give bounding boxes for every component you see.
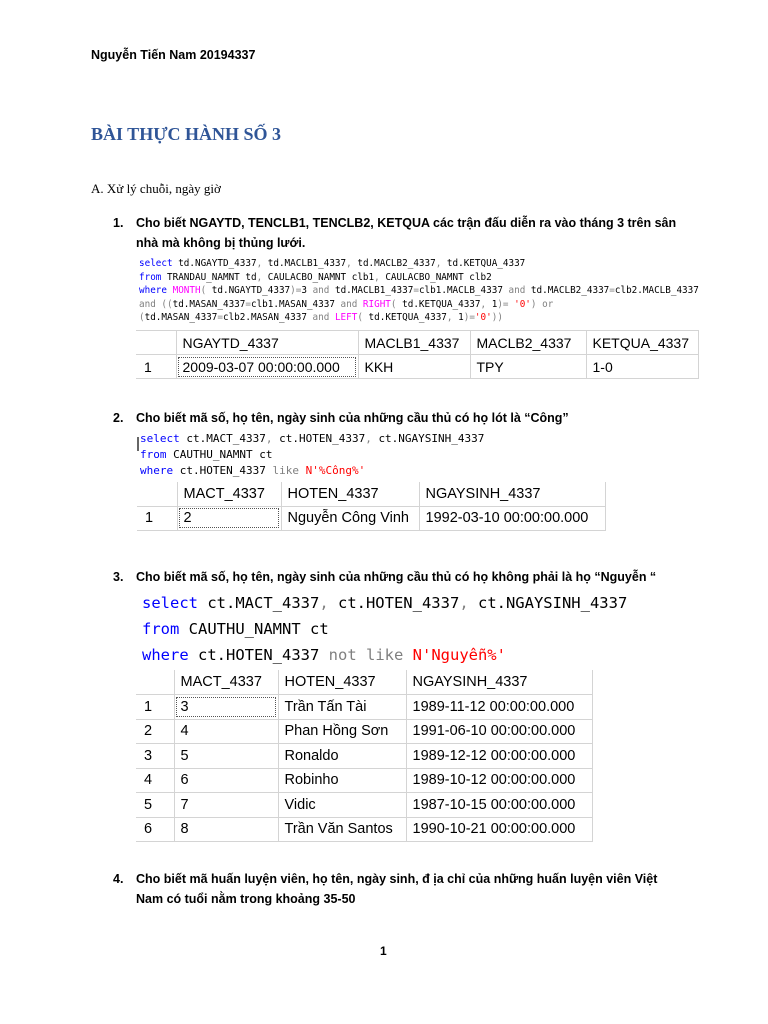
code-token: , bbox=[435, 258, 447, 269]
grid-row bbox=[136, 719, 592, 744]
grid-cell[interactable]: Nguyễn Công Vinh bbox=[281, 506, 419, 530]
result-grid-3 bbox=[136, 670, 593, 842]
code-token: where bbox=[142, 646, 198, 664]
code-token: and bbox=[340, 298, 363, 310]
grid-cell[interactable]: KKH bbox=[358, 355, 470, 379]
code-token: clb1.MACLB_4337 bbox=[418, 285, 509, 297]
question-1-number: 1. bbox=[113, 216, 124, 230]
question-1-line1: Cho biết NGAYTD, TENCLB1, TENCLB2, KETQUA các trận đấu diễn ra vào tháng 3 trên sân bbox=[136, 216, 677, 230]
code-token: and bbox=[312, 285, 335, 297]
code-token: N'%Công%' bbox=[305, 464, 366, 477]
code-token: ( bbox=[200, 285, 212, 297]
question-4-line2: Nam có tuổi nằm trong khoảng 35-50 bbox=[136, 892, 356, 906]
code-token: CAUTHU_NAMNT ct bbox=[173, 448, 273, 461]
code-token: 1 bbox=[491, 298, 498, 310]
code-token: , bbox=[319, 594, 338, 612]
code-token: , bbox=[480, 298, 492, 310]
page-number: 1 bbox=[380, 944, 387, 958]
question-4-number: 4. bbox=[113, 872, 124, 886]
code-token: ct.HOTEN_4337 bbox=[179, 464, 273, 477]
grid-row-number[interactable]: 5 bbox=[136, 793, 174, 818]
question-3-number: 3. bbox=[113, 570, 124, 584]
grid-cell[interactable]: 1991-06-10 00:00:00.000 bbox=[406, 719, 592, 744]
grid-row-number[interactable]: 2 bbox=[136, 719, 174, 744]
section-heading: A. Xử lý chuỗi, ngày giờ bbox=[91, 181, 221, 196]
grid-cell[interactable]: 1992-03-10 00:00:00.000 bbox=[419, 506, 605, 530]
code-token: td.MACLB2_4337 bbox=[530, 285, 610, 297]
code-token: N'Nguyễn%' bbox=[412, 646, 506, 664]
code-token: CAULACBO_NAMNT clb2 bbox=[385, 271, 492, 283]
code-token: select bbox=[142, 594, 208, 612]
code-token: td.MASAN_4337 bbox=[144, 312, 218, 324]
code-token: td.MACLB1_4337 bbox=[334, 285, 414, 297]
code-token: ct.HOTEN_4337 bbox=[337, 594, 460, 612]
code-token: = bbox=[217, 312, 223, 324]
grid-cell[interactable]: 1990-10-21 00:00:00.000 bbox=[406, 817, 592, 842]
code-token: td.KETQUA_4337 bbox=[368, 312, 447, 324]
code-token: ( bbox=[139, 312, 145, 324]
code-token: MONTH bbox=[172, 285, 201, 297]
code-token: , bbox=[265, 432, 280, 445]
code-line bbox=[140, 463, 484, 479]
grid-cell[interactable]: 2009-03-07 00:00:00.000 bbox=[176, 355, 358, 379]
code-token: ( bbox=[357, 312, 369, 324]
code-token: td.NGAYTD_4337 bbox=[178, 258, 257, 269]
grid-cell[interactable]: Phan Hồng Sơn bbox=[278, 719, 406, 744]
grid-header-cell[interactable]: KETQUA_4337 bbox=[586, 331, 698, 355]
grid-header-cell[interactable]: MACT_4337 bbox=[174, 670, 278, 695]
author-header: Nguyễn Tiến Nam 20194337 bbox=[91, 48, 256, 62]
code-token: , bbox=[256, 258, 268, 269]
code-token: RIGHT bbox=[362, 298, 391, 310]
sql-query-2 bbox=[140, 431, 484, 479]
grid-header-cell[interactable]: HOTEN_4337 bbox=[281, 482, 419, 506]
grid-cell[interactable]: TPY bbox=[470, 355, 586, 379]
code-token: td.MACLB1_4337 bbox=[267, 258, 347, 269]
code-line bbox=[142, 590, 627, 616]
grid-cell[interactable]: 1989-12-12 00:00:00.000 bbox=[406, 744, 592, 769]
code-token: )= bbox=[463, 312, 475, 324]
grid-header-cell[interactable] bbox=[136, 670, 174, 695]
code-token: where bbox=[140, 464, 180, 477]
code-token: '0' bbox=[514, 298, 531, 310]
code-token: )= bbox=[290, 285, 302, 297]
code-line bbox=[140, 431, 484, 447]
grid-row bbox=[137, 506, 605, 530]
grid-row bbox=[136, 793, 592, 818]
code-token: from bbox=[142, 620, 189, 638]
page-title: BÀI THỰC HÀNH SỐ 3 bbox=[91, 124, 282, 144]
grid-row bbox=[136, 768, 592, 793]
code-token: CAULACBO_NAMNT clb1 bbox=[267, 271, 375, 283]
code-token: , bbox=[459, 594, 478, 612]
result-grid-2 bbox=[137, 482, 606, 531]
text-cursor bbox=[137, 437, 139, 451]
code-token: td.MACLB2_4337 bbox=[357, 258, 436, 269]
code-token: 3 bbox=[301, 285, 313, 297]
code-token: clb2.MACLB_4337 bbox=[614, 285, 699, 297]
code-token: where bbox=[139, 285, 173, 297]
grid-cell[interactable]: 5 bbox=[174, 744, 278, 769]
code-token: ct.NGAYSINH_4337 bbox=[378, 432, 485, 445]
code-line bbox=[139, 271, 699, 285]
result-grid-1 bbox=[136, 330, 699, 379]
code-token: and bbox=[508, 285, 531, 297]
code-token: ( bbox=[390, 298, 403, 310]
code-token: like bbox=[272, 464, 306, 477]
code-token: LEFT bbox=[334, 312, 358, 324]
code-token: , bbox=[256, 271, 268, 283]
grid-cell[interactable]: 1987-10-15 00:00:00.000 bbox=[406, 793, 592, 818]
grid-header-cell[interactable]: NGAYTD_4337 bbox=[176, 331, 358, 355]
grid-cell[interactable]: 7 bbox=[174, 793, 278, 818]
code-token: , bbox=[446, 312, 459, 324]
grid-row-number[interactable]: 1 bbox=[136, 355, 176, 379]
grid-row-number[interactable]: 1 bbox=[136, 695, 174, 720]
code-line bbox=[139, 284, 699, 298]
grid-cell[interactable]: 8 bbox=[174, 817, 278, 842]
code-token: select bbox=[139, 258, 179, 269]
code-token: TRANDAU_NAMNT td bbox=[167, 271, 257, 283]
code-token: from bbox=[140, 448, 174, 461]
code-token: , bbox=[346, 258, 358, 269]
code-token: ct.HOTEN_4337 bbox=[279, 432, 366, 445]
grid-cell[interactable]: 6 bbox=[174, 768, 278, 793]
grid-row bbox=[136, 817, 592, 842]
code-token: = bbox=[609, 285, 615, 297]
grid-header-cell[interactable] bbox=[136, 331, 176, 355]
code-token: from bbox=[139, 271, 167, 283]
code-token: CAUTHU_NAMNT ct bbox=[188, 620, 329, 638]
grid-row bbox=[136, 744, 592, 769]
question-3-line1: Cho biết mã số, họ tên, ngày sinh của những cầu thủ có họ không phải là họ “Nguyễn “ bbox=[136, 570, 657, 584]
code-line bbox=[139, 298, 699, 312]
code-token: td.MASAN_4337 bbox=[172, 298, 246, 310]
code-token: , bbox=[365, 432, 379, 445]
code-token: )= bbox=[497, 298, 515, 310]
grid-cell[interactable]: 1-0 bbox=[586, 355, 698, 379]
grid-header-cell[interactable]: MACLB1_4337 bbox=[358, 331, 470, 355]
code-token: and bbox=[312, 312, 335, 324]
grid-cell[interactable]: 1989-10-12 00:00:00.000 bbox=[406, 768, 592, 793]
code-token: clb1.MASAN_4337 bbox=[250, 298, 341, 310]
code-token: clb2.MASAN_4337 bbox=[222, 312, 313, 324]
grid-cell[interactable]: Trần Văn Santos bbox=[278, 817, 406, 842]
question-1-line2: nhà mà không bị thủng lưới. bbox=[136, 236, 306, 250]
grid-header-row bbox=[137, 482, 605, 506]
code-token: ct.NGAYSINH_4337 bbox=[477, 594, 628, 612]
sql-query-3 bbox=[142, 590, 627, 668]
question-2-line1: Cho biết mã số, họ tên, ngày sinh của những cầu thủ có họ lót là “Công” bbox=[136, 411, 569, 425]
grid-cell[interactable]: 4 bbox=[174, 719, 278, 744]
grid-cell[interactable]: Robinho bbox=[278, 768, 406, 793]
code-line bbox=[139, 311, 699, 325]
code-token: ) or bbox=[530, 298, 554, 310]
code-token: = bbox=[413, 285, 419, 297]
code-token: )) bbox=[491, 312, 503, 324]
grid-header-cell[interactable]: MACT_4337 bbox=[177, 482, 281, 506]
grid-header-cell[interactable]: HOTEN_4337 bbox=[278, 670, 406, 695]
code-token: td.KETQUA_4337 bbox=[446, 258, 526, 269]
grid-header-row bbox=[136, 670, 592, 695]
grid-header-cell[interactable]: MACLB2_4337 bbox=[470, 331, 586, 355]
grid-row bbox=[136, 695, 592, 720]
question-4-line1: Cho biết mã huấn luyện viên, họ tên, ngày sinh, đ ịa chỉ của những huấn luyện viên Việt bbox=[136, 872, 658, 886]
code-token: , bbox=[374, 271, 386, 283]
code-token: ct.MACT_4337 bbox=[186, 432, 266, 445]
grid-cell[interactable]: 1989-11-12 00:00:00.000 bbox=[406, 695, 592, 720]
grid-row bbox=[136, 355, 698, 379]
code-token: td.NGAYTD_4337 bbox=[211, 285, 291, 297]
grid-cell[interactable]: Ronaldo bbox=[278, 744, 406, 769]
code-token: 1 bbox=[458, 312, 464, 324]
grid-header-cell[interactable]: NGAYSINH_4337 bbox=[419, 482, 605, 506]
grid-row-number[interactable]: 1 bbox=[137, 506, 177, 530]
code-line bbox=[142, 642, 627, 668]
code-token: and (( bbox=[139, 298, 173, 310]
grid-header-row bbox=[136, 331, 698, 355]
question-2-number: 2. bbox=[113, 411, 124, 425]
grid-row-number[interactable]: 4 bbox=[136, 768, 174, 793]
sql-query-1 bbox=[139, 257, 699, 325]
grid-row-number[interactable]: 6 bbox=[136, 817, 174, 842]
code-token: '0' bbox=[474, 312, 492, 324]
grid-cell[interactable]: Vidic bbox=[278, 793, 406, 818]
code-token: ct.HOTEN_4337 bbox=[198, 646, 329, 664]
grid-cell[interactable]: Trần Tấn Tài bbox=[278, 695, 406, 720]
grid-cell[interactable]: 3 bbox=[174, 695, 278, 720]
code-token: = bbox=[245, 298, 251, 310]
code-line bbox=[142, 616, 627, 642]
grid-header-cell[interactable]: NGAYSINH_4337 bbox=[406, 670, 592, 695]
code-token: ct.MACT_4337 bbox=[207, 594, 320, 612]
grid-row-number[interactable]: 3 bbox=[136, 744, 174, 769]
code-token: td.KETQUA_4337 bbox=[402, 298, 481, 310]
grid-cell[interactable]: 2 bbox=[177, 506, 281, 530]
code-token: select bbox=[140, 432, 187, 445]
code-line bbox=[139, 257, 699, 271]
code-line bbox=[140, 447, 484, 463]
code-token: not like bbox=[328, 646, 413, 664]
grid-header-cell[interactable] bbox=[137, 482, 177, 506]
